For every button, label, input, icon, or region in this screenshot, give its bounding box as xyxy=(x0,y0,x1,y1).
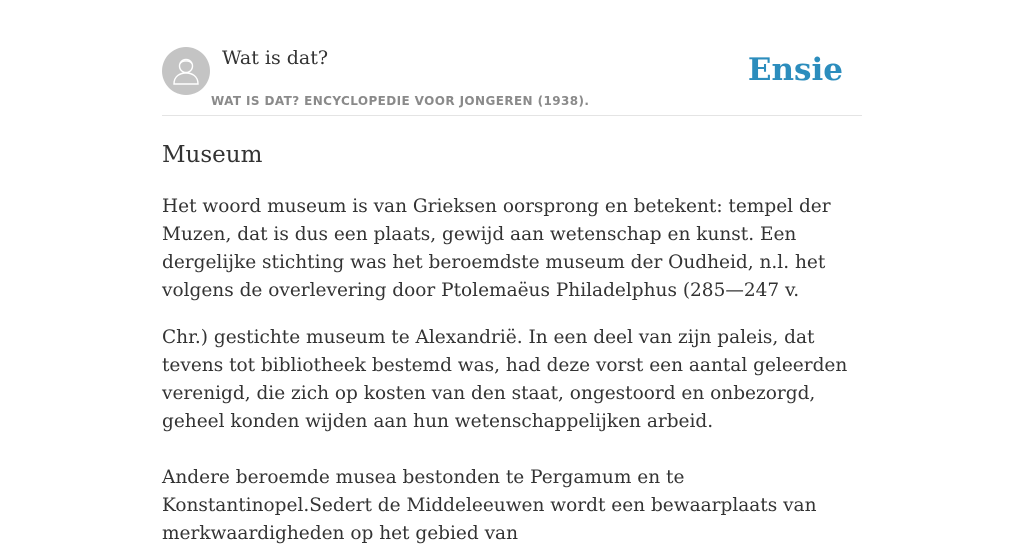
article-body xyxy=(162,193,862,548)
article-paragraph: Chr.) gestichte museum te Alexandrië. In een deel van zijn paleis, dat tevens tot bibliotheek bestemd was, had deze vorst een aantal geleerden verenigd, die zich op kosten van den staat, ongestoord en onbezorgd, geheel konden wijden aan hun wetenschappelijken arbeid. xyxy=(162,327,848,432)
article-paragraph: Andere beroemde musea bestonden te Pergamum en te Konstantinopel.Sedert de Middeleeuwen wordt een bewaarplaats van merkwaardigheden op het gebied van xyxy=(162,467,817,544)
page-container xyxy=(162,0,862,544)
source-avatar[interactable] xyxy=(162,47,210,95)
user-silhouette-icon xyxy=(162,47,210,95)
article-title: Museum xyxy=(162,142,263,168)
source-header xyxy=(162,0,862,116)
article-paragraph: Het woord museum is van Grieksen oorsprong en betekent: tempel der Muzen, dat is dus een plaats, gewijd aan wetenschap en kunst. Een dergelijke stichting was het beroemdste museum der Oudheid, n.l. het volgens de overlevering door Ptolemaëus Philadelphus (285—247 v. xyxy=(162,196,831,301)
source-title[interactable]: Wat is dat? xyxy=(222,47,329,69)
source-subtitle[interactable]: WAT IS DAT? ENCYCLOPEDIE VOOR JONGEREN (1938). xyxy=(211,94,590,108)
ensie-logo[interactable]: Ensie xyxy=(747,52,843,88)
